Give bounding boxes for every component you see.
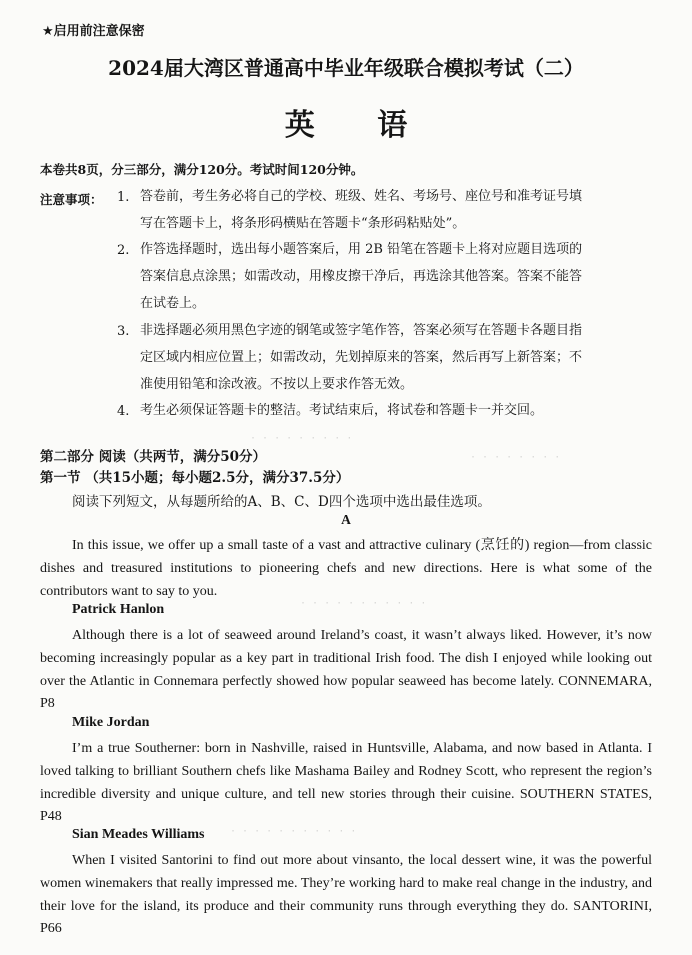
exam-info: 本卷共8页，分三部分，满分120分。考试时间120分钟。: [40, 162, 364, 177]
notice-line: 作答选择题时，选出每小题答案后，用 2B 铅笔在答题卡上将对应题目选项的: [140, 242, 583, 257]
bleed-through-mark: · · · · · · · ·: [470, 452, 561, 463]
subject-title: 英 语: [284, 108, 434, 143]
notice-number: 2.: [117, 243, 130, 258]
notice-number: 4.: [117, 404, 130, 419]
reading-instruction: 阅读下列短文，从每题所给的A、B、C、D四个选项中选出最佳选项。: [72, 494, 491, 510]
notice-line: 答卷前，考生务必将自己的学校、班级、姓名、考场号、座位号和准考证号填: [140, 189, 583, 204]
notice-number: 3.: [117, 324, 130, 339]
notice-line: 在试卷上。: [140, 296, 206, 311]
notice-line: 非选择题必须用黑色字迹的钢笔或签字笔作答，答案必须写在答题卡各题目指: [140, 323, 583, 338]
contributor-paragraph: Although there is a lot of seaweed around Ireland’s coast, it wasn’t always liked. However, it’s now becoming increasingly popular as a key part in traditional Irish food. The dish I enjoyed while looking out over the Atlantic in Connemara perfectly showed how popular seaweed has become lately. CONNEMARA, P8: [40, 628, 652, 712]
exam-title: 2024届大湾区普通高中毕业年级联合模拟考试（二）: [108, 56, 584, 80]
notice-item: [140, 236, 582, 317]
notice-line: 考生必须保证答题卡的整洁。考试结束后，将试卷和答题卡一并交回。: [140, 403, 544, 418]
notice-number: 1.: [117, 190, 130, 205]
notice-item: [140, 183, 582, 237]
notice-line: 写在答题卡上，将条形码横贴在答题卡“条形码粘贴处”。: [140, 216, 466, 231]
notice-label: 注意事项：: [40, 192, 103, 207]
contributor-name: Mike Jordan: [72, 715, 150, 730]
notice-item: [140, 397, 543, 424]
bleed-through-mark: · · · · · · · · · · ·: [230, 826, 357, 837]
notice-line: 定区域内相应位置上；如需改动，先划掉原来的答案，然后再写上新答案；不: [140, 350, 583, 365]
contributor-name: Patrick Hanlon: [72, 602, 165, 617]
notice-item: [140, 317, 582, 398]
contributor-paragraph: I’m a true Southerner: born in Nashville, raised in Huntsville, Alabama, and now based in Atlanta. I loved talking to brilliant Southern chefs like Mashama Bailey and Rodney Scott, who represent the region’s incredible diversity and unique culture, and tell new stories through their cuisine. SOUTHERN STATES, P48: [40, 741, 652, 825]
notice-line: 准使用铅笔和涂改液。不按以上要求作答无效。: [140, 377, 414, 392]
confidential-label: ★启用前注意保密: [42, 24, 145, 39]
passage-intro: In this issue, we offer up a small taste of a vast and attractive culinary (烹饪的) region—from classic dishes and treasured institutions to pioneering chefs and new directions. Here is what some of the contributors want to say to you.: [40, 538, 652, 599]
section-title: 第一节 （共15小题；每小题2.5分，满分37.5分）: [40, 470, 350, 486]
passage-label: A: [341, 512, 351, 527]
bleed-through-mark: · · · · · · · · · · ·: [300, 598, 427, 609]
part-title: 第二部分 阅读（共两节，满分50分）: [40, 449, 266, 465]
contributor-name: Sian Meades Williams: [72, 827, 205, 842]
contributor-paragraph: When I visited Santorini to find out more about vinsanto, the local dessert wine, it was the powerful women winemakers that really impressed me. They’re working hard to make real change in the industry, and their love for the island, its produce and their community runs through everything they do. SANTORINI, P66: [40, 853, 652, 937]
bleed-through-mark: · · · · · · · · ·: [250, 433, 353, 444]
notice-line: 答案信息点涂黑；如需改动，用橡皮擦干净后，再选涂其他答案。答案不能答: [140, 269, 583, 284]
